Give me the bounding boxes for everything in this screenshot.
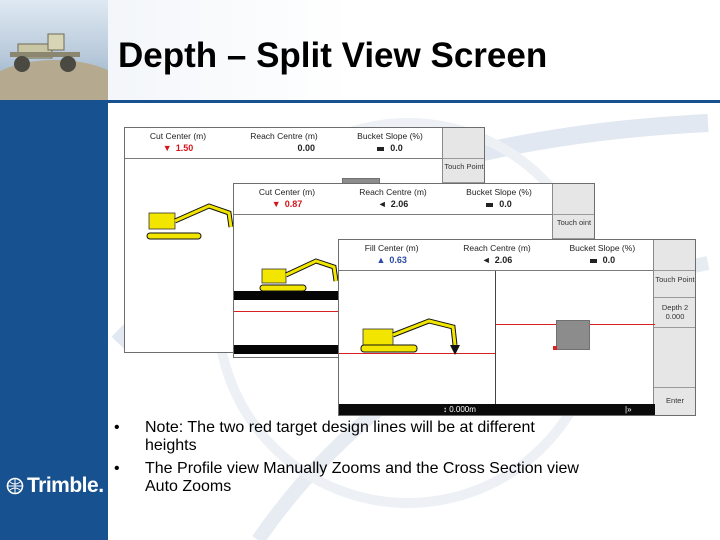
fill-center-readout: Fill Center (m) ▲ 0.63 <box>364 243 419 265</box>
bucket-icon <box>377 147 384 151</box>
bucket-slope-readout: Bucket Slope (%) 0.0 <box>466 187 532 209</box>
touch-point-button[interactable]: Touch Point <box>443 159 485 183</box>
touch-point-button[interactable]: Touch oint <box>553 215 595 239</box>
cross-section-view-screen <box>338 239 696 416</box>
readout-header <box>125 128 443 159</box>
split-divider <box>495 271 496 406</box>
cut-center-readout: Cut Center (m) ▼ 0.87 <box>258 187 316 209</box>
globe-icon <box>6 477 24 495</box>
depth-2-button[interactable]: Depth 2 0.000 <box>654 298 696 328</box>
touch-point-button[interactable]: Touch Point <box>654 271 696 298</box>
ground-profile-lower <box>234 345 340 354</box>
readout-header <box>339 240 655 271</box>
bullet-item: • The Profile view Manually Zooms and the Cross Section view Auto Zooms <box>114 460 579 495</box>
grader-photo <box>0 0 108 100</box>
reach-centre-readout: Reach Centre (m) 0.00 <box>250 131 318 153</box>
reach-centre-readout: Reach Centre (m) ◄ 2.06 <box>463 243 531 265</box>
excavator-icon <box>357 315 467 360</box>
bucket-tip-marker <box>553 346 557 350</box>
slide-title: Depth – Split View Screen <box>118 36 548 75</box>
readout-header <box>234 184 554 215</box>
scroll-end-icon[interactable]: |» <box>625 405 632 414</box>
trimble-logo <box>6 474 104 498</box>
status-bar <box>339 404 655 415</box>
logo-text: Trimble. <box>27 474 104 497</box>
design-line <box>234 311 340 312</box>
enter-button[interactable]: Enter <box>666 396 684 405</box>
bucket-cross-section <box>556 320 590 350</box>
bucket-slope-readout: Bucket Slope (%) 0.0 <box>357 131 423 153</box>
cut-center-readout: Cut Center (m) ▼ 1.50 <box>149 131 207 153</box>
reach-centre-readout: Reach Centre (m) ◄ 2.06 <box>359 187 427 209</box>
excavator-icon <box>145 201 240 246</box>
bullet-list <box>112 419 582 501</box>
bullet-item: • Note: The two red target design lines will be at different heights <box>114 419 535 454</box>
depth-readout: ↕ 0.000m <box>443 405 476 414</box>
bucket-icon <box>486 203 493 207</box>
bucket-icon <box>590 259 597 263</box>
softkey-panel <box>653 240 695 416</box>
bucket-slope-readout: Bucket Slope (%) 0.0 <box>569 243 636 265</box>
grader-icon <box>8 30 88 75</box>
excavator-icon <box>256 257 346 299</box>
